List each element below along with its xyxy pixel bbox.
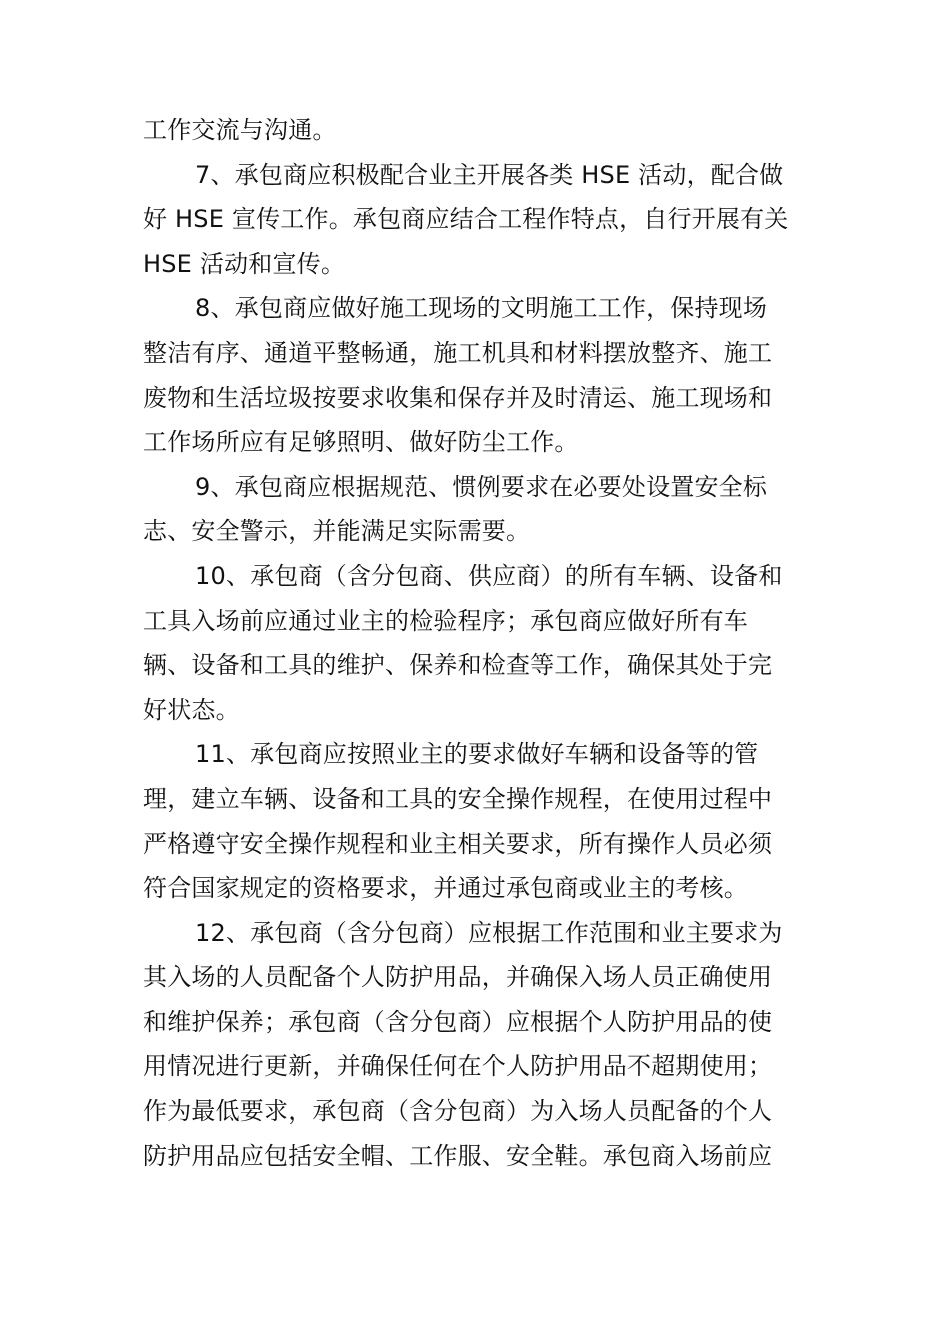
paragraph-10-line-3: 辆、设备和工具的维护、保养和检查等工作，确保其处于完 [143,651,773,680]
text-line: 工作交流与沟通。 [143,116,337,144]
paragraph-7-line-3: HSE 活动和宣传。 [143,249,346,278]
paragraph-8-line-3: 废物和生活垃圾按要求收集和保存并及时清运、施工现场和 [143,383,773,412]
paragraph-12-line-6: 防护用品应包括安全帽、工作服、安全鞋。承包商入场前应 [143,1141,773,1170]
paragraph-10-line-4: 好状态。 [143,695,240,724]
paragraph-10-line-2: 工具入场前应通过业主的检验程序；承包商应做好所有车 [143,606,748,635]
paragraph-12-line-2: 其入场的人员配备个人防护用品，并确保入场人员正确使用 [143,963,773,992]
paragraph-11-line-4: 符合国家规定的资格要求，并通过承包商或业主的考核。 [143,874,748,903]
paragraph-8-line-4: 工作场所应有足够照明、做好防尘工作。 [143,428,579,457]
paragraph-11-line-2: 理，建立车辆、设备和工具的安全操作规程，在使用过程中 [143,784,773,813]
paragraph-11-line-1: 11、承包商应按照业主的要求做好车辆和设备等的管 [195,740,759,769]
paragraph-10-line-1: 10、承包商（含分包商、供应商）的所有车辆、设备和 [195,561,783,590]
paragraph-12-line-1: 12、承包商（含分包商）应根据工作范围和业主要求为 [195,918,783,947]
paragraph-9-line-1: 9、承包商应根据规范、惯例要求在必要处设置安全标 [195,472,768,501]
paragraph-7-line-1: 7、承包商应积极配合业主开展各类 HSE 活动，配合做 [195,160,784,189]
paragraph-12-line-3: 和维护保养；承包商（含分包商）应根据个人防护用品的使 [143,1007,773,1036]
paragraph-12-line-4: 用情况进行更新，并确保任何在个人防护用品不超期使用； [143,1052,773,1081]
paragraph-8-line-1: 8、承包商应做好施工现场的文明施工工作，保持现场 [195,294,768,323]
document-body [143,108,843,1178]
paragraph-12-line-5: 作为最低要求，承包商（含分包商）为入场人员配备的个人 [143,1097,773,1126]
paragraph-9-line-2: 志、安全警示，并能满足实际需要。 [143,517,531,546]
paragraph-8-line-2: 整洁有序、通道平整畅通，施工机具和材料摆放整齐、施工 [143,338,773,367]
paragraph-7-line-2: 好 HSE 宣传工作。承包商应结合工程作特点，自行开展有关 [143,205,789,234]
paragraph-11-line-3: 严格遵守安全操作规程和业主相关要求，所有操作人员必须 [143,829,773,858]
